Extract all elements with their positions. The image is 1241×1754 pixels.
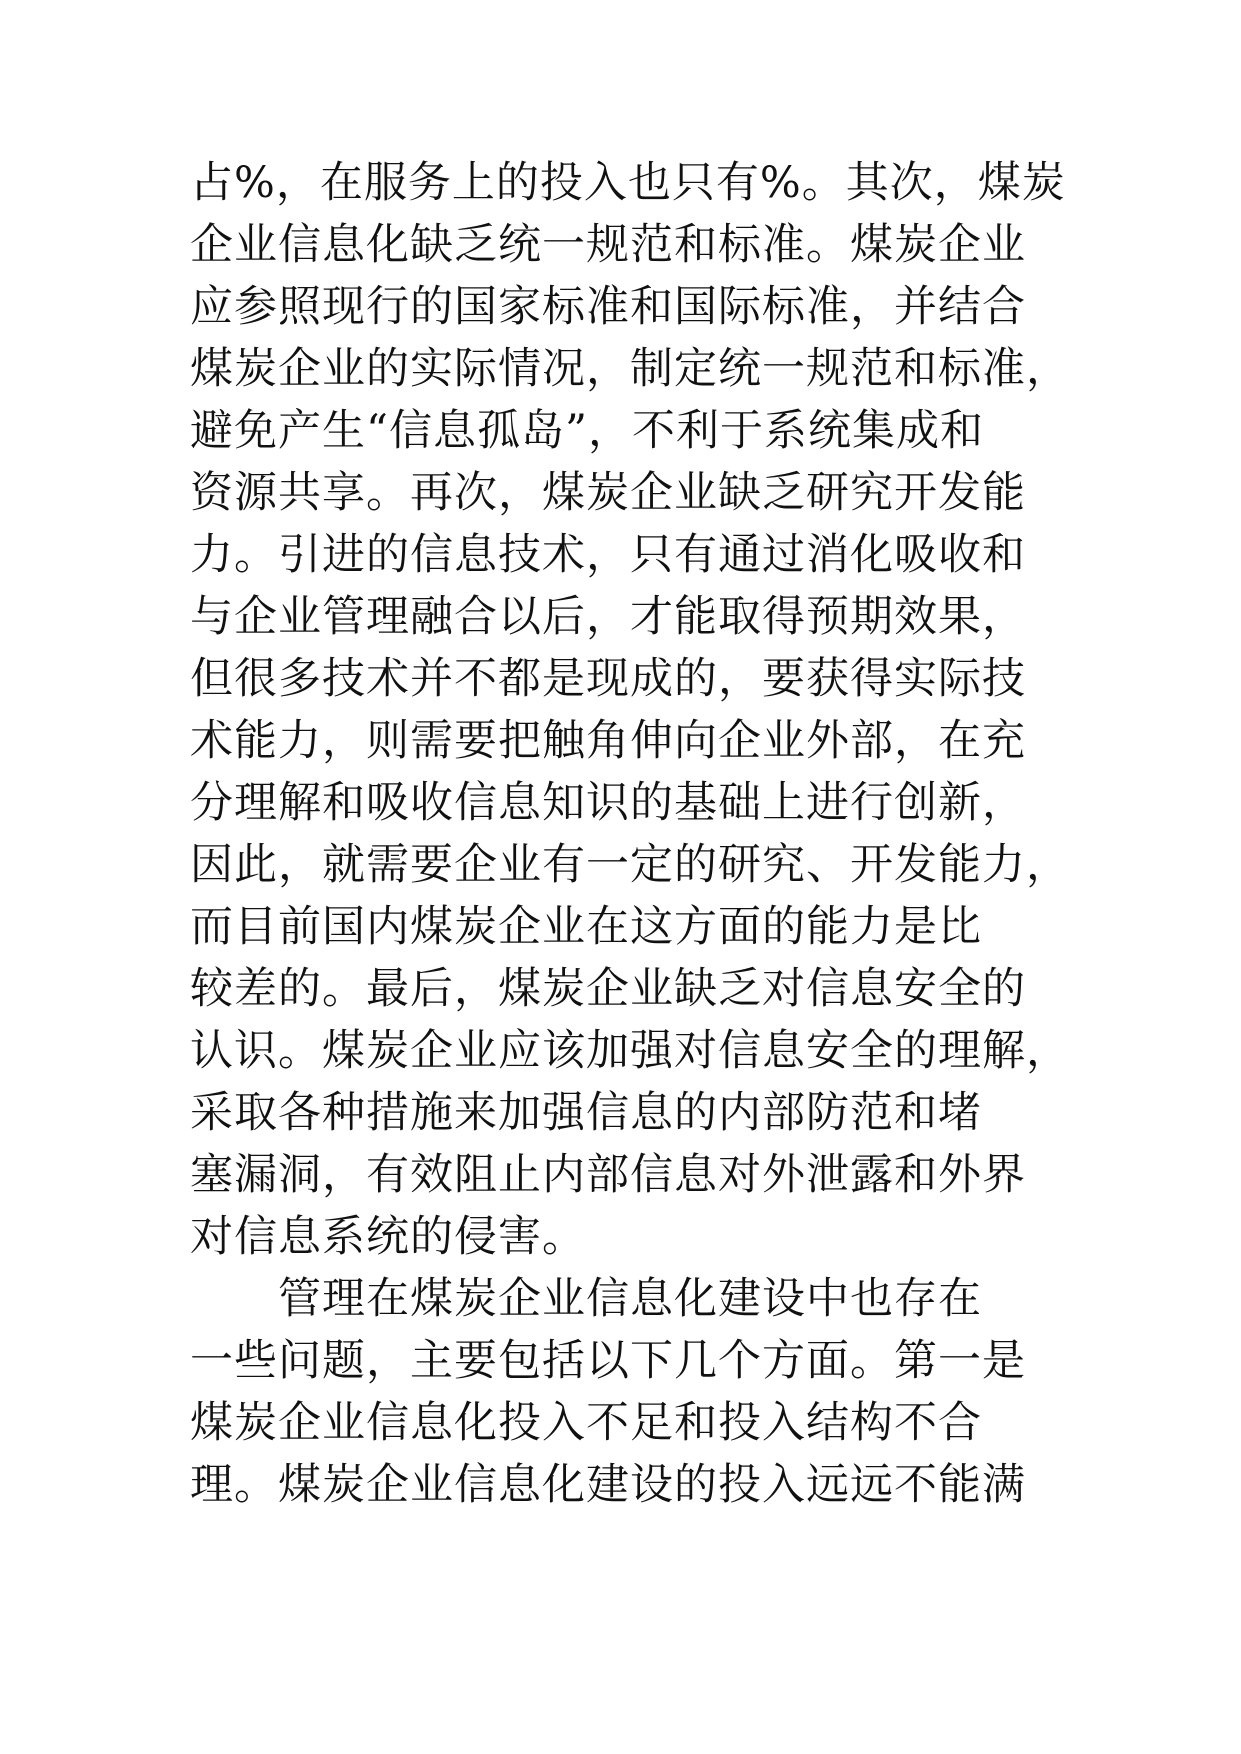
text-line: 与企业管理融合以后，才能取得预期效果， [190, 592, 1026, 642]
text-line: 但很多技术并不都是现成的，要获得实际技 [190, 654, 1026, 704]
text-line: 占%，在服务上的投入也只有%。其次，煤炭 [190, 158, 1066, 208]
text-line: 理。煤炭企业信息化建设的投入远远不能满 [190, 1460, 1026, 1510]
text-line: 认识。煤炭企业应该加强对信息安全的理解， [190, 1026, 1070, 1076]
text-line: 煤炭企业的实际情况，制定统一规范和标准， [190, 344, 1070, 394]
text-line: 企业信息化缺乏统一规范和标准。煤炭企业 [190, 220, 1026, 270]
text-line: 煤炭企业信息化投入不足和投入结构不合 [190, 1398, 982, 1448]
text-line: 采取各种措施来加强信息的内部防范和堵 [190, 1088, 982, 1138]
text-line: 一些问题，主要包括以下几个方面。第一是 [190, 1336, 1026, 1386]
body-text [190, 152, 1070, 1516]
text-line: 而目前国内煤炭企业在这方面的能力是比 [190, 902, 982, 952]
text-line: 塞漏洞，有效阻止内部信息对外泄露和外界 [190, 1150, 1026, 1200]
text-line: 力。引进的信息技术，只有通过消化吸收和 [190, 530, 1026, 580]
paragraph-first-line: 管理在煤炭企业信息化建设中也存在 [278, 1274, 982, 1324]
text-line: 分理解和吸收信息知识的基础上进行创新， [190, 778, 1026, 828]
text-line: 较差的。最后，煤炭企业缺乏对信息安全的 [190, 964, 1026, 1014]
text-line: 资源共享。再次，煤炭企业缺乏研究开发能 [190, 468, 1026, 518]
text-line: 避免产生“信息孤岛”，不利于系统集成和 [190, 406, 984, 456]
text-line: 术能力，则需要把触角伸向企业外部，在充 [190, 716, 1026, 766]
text-line: 因此，就需要企业有一定的研究、开发能力， [190, 840, 1070, 890]
text-line: 应参照现行的国家标准和国际标准，并结合 [190, 282, 1026, 332]
text-line: 对信息系统的侵害。 [190, 1212, 586, 1262]
